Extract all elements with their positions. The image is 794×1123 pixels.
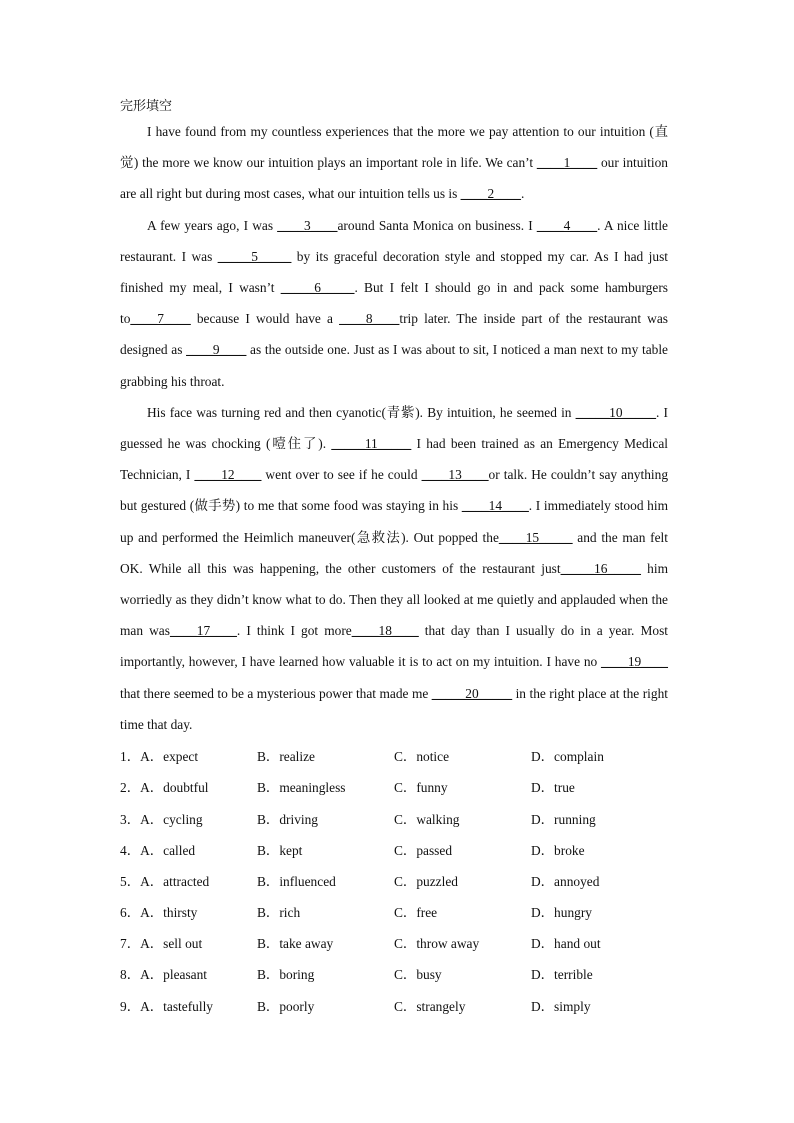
question-number: 8． [120, 967, 141, 983]
question-row [120, 740, 668, 771]
option-cell [120, 996, 257, 1015]
question-number: 5． [120, 873, 141, 889]
passage-text: or talk. He couldn’t say anything but gestured (做手势) to me that some food was staying in his [120, 467, 669, 514]
option-cell [257, 871, 394, 890]
option-text: C．busy [394, 967, 442, 983]
option-text: A．thirsty [140, 905, 198, 921]
passage-paragraph [120, 397, 668, 740]
passage-text: and the man felt OK. While all this was happening, the other customers of the restaurant just [120, 529, 668, 576]
option-text: D．complain [531, 749, 604, 765]
cloze-blank: ____3____ [277, 217, 338, 233]
option-text: A．expect [140, 749, 199, 765]
cloze-blank: _____5_____ [217, 248, 292, 264]
cloze-blank: _____10_____ [575, 404, 657, 420]
cloze-blank: ____14____ [461, 498, 529, 514]
option-cell [394, 777, 531, 796]
passage-text: . I think I got more [236, 623, 352, 639]
option-cell [394, 933, 531, 952]
option-cell [257, 840, 394, 859]
option-cell [257, 902, 394, 921]
option-text: B．driving [257, 811, 319, 827]
option-cell [394, 964, 531, 983]
option-text: D．true [531, 780, 575, 796]
cloze-blank: ____15_____ [498, 529, 573, 545]
option-cell [257, 933, 394, 952]
option-cell [531, 809, 668, 828]
question-row [120, 896, 668, 927]
option-text: D．hand out [531, 936, 601, 952]
cloze-blank: ____7____ [130, 311, 191, 327]
question-row [120, 834, 668, 865]
passage-text: around Santa Monica on business. I [337, 217, 537, 233]
passage-text: . A nice little restaurant. I was [120, 217, 668, 264]
option-cell [531, 902, 668, 921]
passage-text: . [520, 186, 525, 202]
passage-text: because I would have a [190, 311, 340, 327]
option-cell [394, 809, 531, 828]
option-cell [394, 840, 531, 859]
passage-paragraph [120, 210, 668, 397]
question-number: 6． [120, 905, 141, 921]
option-text: C．notice [394, 749, 450, 765]
cloze-blank: ____4____ [536, 217, 598, 233]
option-cell [120, 964, 257, 983]
cloze-blank: ____13____ [421, 467, 489, 483]
option-text: B．influenced [257, 873, 336, 889]
cloze-blank: ____18____ [351, 623, 419, 639]
option-cell [120, 777, 257, 796]
passage-text: as the outside one. Just as I was about to sit, I noticed a man next to my table grabbing his throat. [120, 342, 668, 389]
option-text: C．strangely [394, 998, 466, 1014]
passage-text: our intuition are all right but during most cases, what our intuition tells us is [120, 155, 668, 202]
option-text: B．realize [257, 749, 315, 765]
option-text: A．doubtful [140, 780, 209, 796]
option-cell [394, 871, 531, 890]
option-text: B．meaningless [257, 780, 346, 796]
cloze-blank: ____2____ [460, 186, 521, 202]
option-text: B．rich [257, 905, 301, 921]
question-row [120, 958, 668, 989]
question-row [120, 990, 668, 1021]
option-cell [257, 746, 394, 765]
option-text: C．passed [394, 842, 453, 858]
passage-text: I have found from my countless experiences that the more we pay attention to our intuition (直觉) the more we know our intuition plays an important role in life. We can’t [120, 124, 668, 171]
cloze-passage [120, 116, 668, 740]
passage-text: in the right place at the right time that day. [120, 685, 669, 732]
option-cell [257, 996, 394, 1015]
option-cell [120, 809, 257, 828]
option-cell [120, 871, 257, 890]
option-cell [120, 840, 257, 859]
passage-text: . But I felt I should go in and pack some hamburgers to [120, 280, 668, 327]
cloze-blank: ____17____ [169, 623, 237, 639]
question-row [120, 927, 668, 958]
question-number: 3． [120, 811, 141, 827]
option-cell [531, 996, 668, 1015]
option-text: B．poorly [257, 998, 315, 1014]
option-cell [531, 777, 668, 796]
cloze-blank: ____12____ [194, 467, 262, 483]
question-number: 2． [120, 780, 141, 796]
passage-text: that day than I usually do in a year. Most importantly, however, I have learned how valuable it is to act on my intuition. I have no [120, 623, 668, 670]
option-text: B．take away [257, 936, 334, 952]
cloze-blank: _____16_____ [560, 560, 641, 576]
option-cell [120, 933, 257, 952]
option-text: D．simply [531, 998, 591, 1014]
option-text: C．puzzled [394, 873, 458, 889]
option-text: A．cycling [140, 811, 203, 827]
option-cell [257, 777, 394, 796]
option-text: A．tastefully [140, 998, 213, 1014]
option-text: C．funny [394, 780, 448, 796]
option-text: A．sell out [140, 936, 203, 952]
question-number: 9． [120, 998, 141, 1014]
exam-page [120, 96, 668, 1021]
cloze-blank: ____9____ [186, 342, 247, 358]
cloze-blank: ____19____ [601, 654, 668, 670]
option-text: A．pleasant [140, 967, 208, 983]
section-heading: 完形填空 [120, 99, 173, 114]
question-number: 4． [120, 842, 141, 858]
option-text: D．terrible [531, 967, 593, 983]
option-cell [531, 964, 668, 983]
passage-text: . I immediately stood him up and performed the Heimlich maneuver(急救法). Out popped the [120, 498, 668, 545]
passage-text: . I guessed he was chocking (噎住了). [120, 404, 669, 452]
option-cell [531, 840, 668, 859]
cloze-blank: _____6_____ [280, 280, 355, 296]
option-text: D．broke [531, 842, 585, 858]
option-cell [257, 964, 394, 983]
cloze-blank: _____20_____ [431, 685, 513, 701]
option-text: D．annoyed [531, 873, 600, 889]
passage-paragraph [120, 116, 668, 210]
option-text: D．running [531, 811, 596, 827]
option-cell [120, 746, 257, 765]
question-row [120, 802, 668, 833]
option-text: B．boring [257, 967, 315, 983]
option-cell [531, 746, 668, 765]
option-text: C．throw away [394, 936, 480, 952]
cloze-blank: ____8____ [339, 311, 400, 327]
passage-text: trip later. The inside part of the restaurant was designed as [120, 311, 669, 358]
option-cell [120, 902, 257, 921]
option-text: A．called [140, 842, 196, 858]
cloze-blank: ____1____ [536, 155, 598, 171]
passage-text: by its graceful decoration style and stopped my car. As I had just finished my meal, I wasn’t [120, 248, 669, 296]
passage-text: I had been trained as an Emergency Medical Technician, I [120, 436, 668, 483]
passage-text: that there seemed to be a mysterious power that made me [120, 685, 432, 701]
answer-options [120, 740, 668, 1021]
question-row [120, 771, 668, 802]
option-cell [531, 933, 668, 952]
question-number: 7． [120, 936, 141, 952]
option-cell [394, 746, 531, 765]
option-cell [394, 996, 531, 1015]
option-text: C．walking [394, 811, 460, 827]
passage-text: him worriedly as they didn’t know what to do. Then they all looked at me quietly and applauded when the man was [120, 560, 668, 639]
option-cell [257, 809, 394, 828]
option-text: D．hungry [531, 905, 592, 921]
option-cell [394, 902, 531, 921]
cloze-blank: _____11_____ [331, 436, 412, 452]
question-number: 1． [120, 749, 141, 765]
option-cell [531, 871, 668, 890]
option-text: C．free [394, 905, 438, 921]
question-row [120, 865, 668, 896]
option-text: A．attracted [140, 873, 210, 889]
option-text: B．kept [257, 842, 303, 858]
passage-text: His face was turning red and then cyanotic(青紫). By intuition, he seemed in [147, 404, 576, 420]
passage-text: went over to see if he could [261, 467, 422, 483]
passage-text: A few years ago, I was [147, 217, 278, 233]
